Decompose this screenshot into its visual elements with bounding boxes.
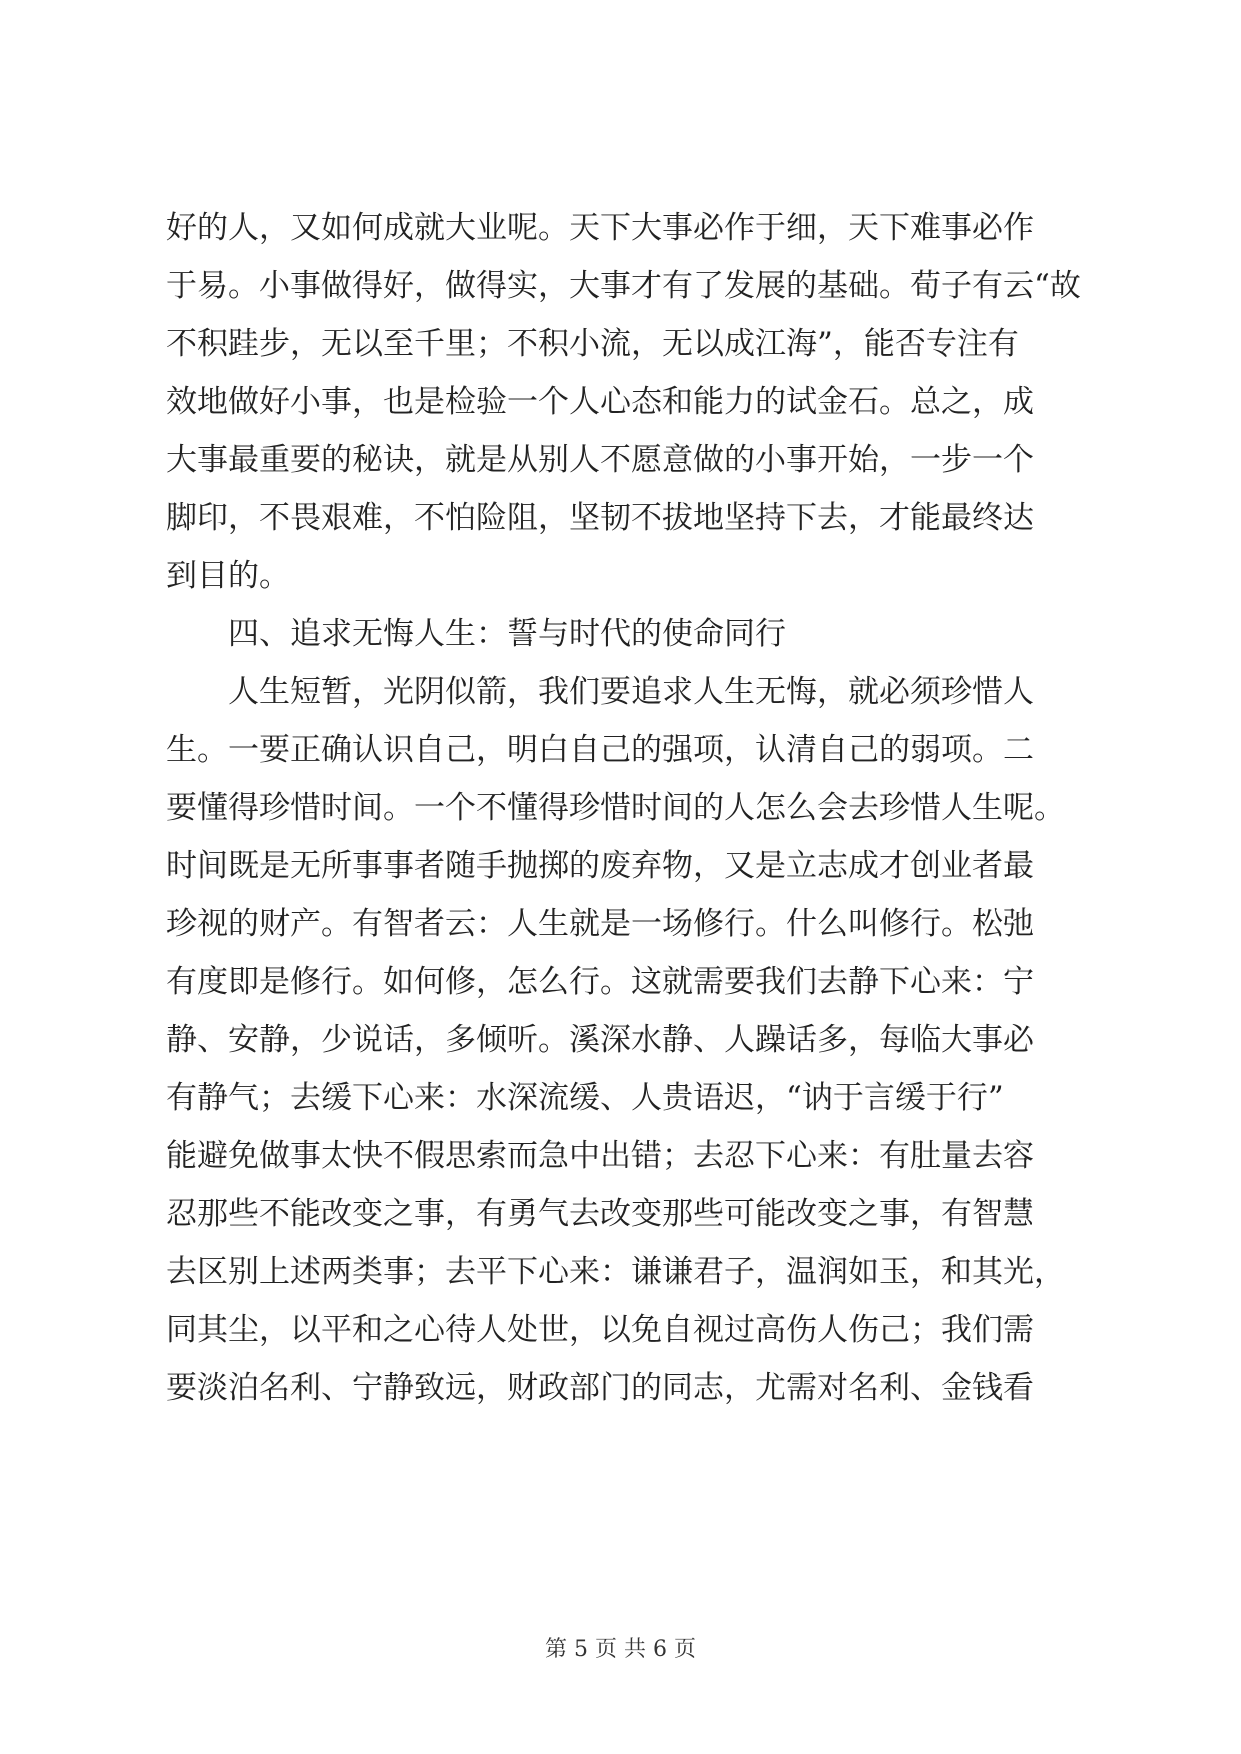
body-line-2: 于易。小事做得好，做得实，大事才有了发展的基础。荀子有云“故 [166,268,1081,304]
body-line-17: 能避免做事太快不假思索而急中出错；去忍下心来：有肚量去容 [166,1138,1034,1174]
body-line-11: 要懂得珍惜时间。一个不懂得珍惜时间的人怎么会去珍惜人生呢。 [166,790,1065,826]
body-line-14: 有度即是修行。如何修，怎么行。这就需要我们去静下心来：宁 [166,964,1034,1000]
body-line-9: 人生短暂，光阴似箭，我们要追求人生无悔，就必须珍惜人 [228,674,1034,710]
body-line-5: 大事最重要的秘诀，就是从别人不愿意做的小事开始，一步一个 [166,442,1034,478]
body-line-10: 生。一要正确认识自己，明白自己的强项，认清自己的弱项。二 [166,732,1034,768]
body-line-6: 脚印，不畏艰难，不怕险阻，坚韧不拔地坚持下去，才能最终达 [166,500,1034,536]
body-line-18: 忍那些不能改变之事，有勇气去改变那些可能改变之事，有智慧 [166,1196,1034,1232]
body-line-1: 好的人，又如何成就大业呢。天下大事必作于细，天下难事必作 [166,210,1034,246]
body-line-7: 到目的。 [166,558,290,594]
page-number-footer: 第 5 页 共 6 页 [545,1637,696,1662]
body-line-21: 要淡泊名利、宁静致远，财政部门的同志，尤需对名利、金钱看 [166,1370,1034,1406]
body-line-15: 静、安静，少说话，多倾听。溪深水静、人躁话多，每临大事必 [166,1022,1034,1058]
body-line-20: 同其尘，以平和之心待人处世，以免自视过高伤人伤己；我们需 [166,1312,1034,1348]
body-line-4: 效地做好小事，也是检验一个人心态和能力的试金石。总之，成 [166,384,1034,420]
body-line-13: 珍视的财产。有智者云：人生就是一场修行。什么叫修行。松弛 [166,906,1034,942]
body-line-12: 时间既是无所事事者随手抛掷的废弃物，又是立志成才创业者最 [166,848,1034,884]
body-line-16: 有静气；去缓下心来：水深流缓、人贵语迟，“讷于言缓于行” [166,1080,1004,1116]
body-line-19: 去区别上述两类事；去平下心来：谦谦君子，温润如玉，和其光， [166,1254,1065,1290]
body-line-3: 不积跬步，无以至千里；不积小流，无以成江海”，能否专注有 [166,326,1019,362]
section-heading: 四、追求无悔人生：誓与时代的使命同行 [228,616,786,652]
